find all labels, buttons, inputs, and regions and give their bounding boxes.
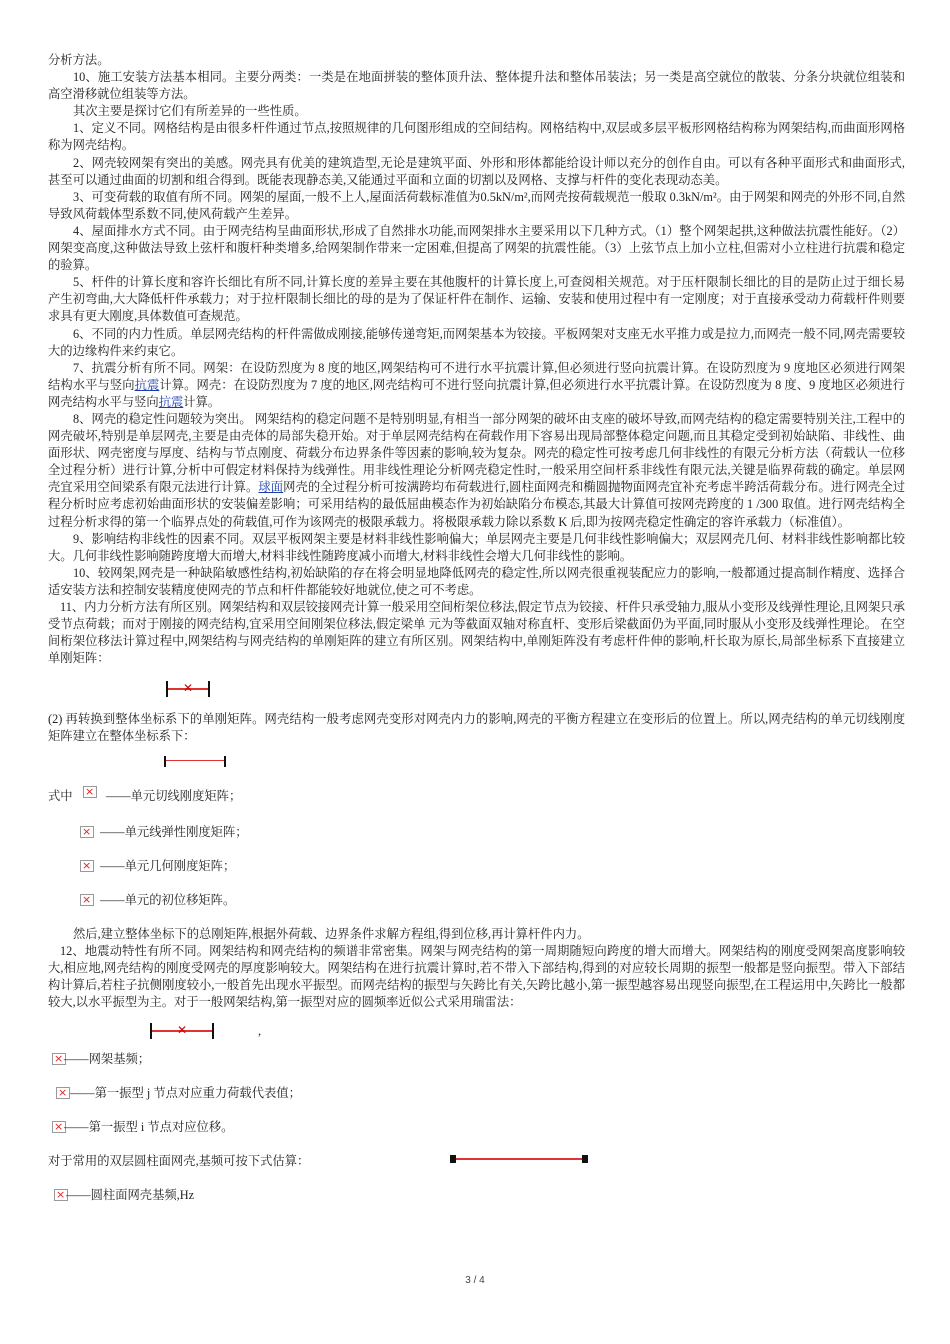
text: 7、抗震分析有所不同。网架：在设防烈度为 8 度的地区,网架结构可不进行水平抗震计算,但必须进行竖向抗震计算。在设防烈度为 9 度地区必须进行网架结构水平与竖向 [48,360,905,392]
paragraph: 10、较网架,网壳是一种缺陷敏感性结构,初始缺陷的存在将会明显地降低网壳的稳定性,所以网壳很重视装配应力的影响,一般都通过提高制作精度、选择合适安装方法和控制安装精度使网壳的节点和杆件都能较好地就位,使之可不考虑。 [48,565,905,597]
paragraph: (2) 再转换到整体坐标系下的单刚矩阵。网壳结构一般考虑网壳变形对网壳内力的影响,网壳的平衡方程建立在变形后的位置上。所以,网壳结构的单元切线刚度矩阵建立在整体坐标系下： [48,712,905,744]
definition-row [48,1085,905,1119]
paragraph: 其次主要是探讨它们有所差异的一些性质。 [73,104,307,119]
paragraph: 9、影响结构非线性的因素不同。双层平板网架主要是材料非线性影响偏大；单层网壳主要是几何非线性影响偏大；双层网壳几何、材料非线性影响都比较大。几何非线性影响随跨度增大而增大,材料非线性随跨度减小而增大,材料非线性会增大几何非线性的影响。 [48,531,905,563]
paragraph: 5、杆件的计算长度和容许长细比有所不同,计算长度的差异主要在其他腹杆的计算长度上,可查阅相关规范。对于压杆限制长细比的目的是防止过于细长易产生初弯曲,大大降低杆件承载力；对于拉杆限制长细比的母的是为了保证杆件在制作、运输、安装和使用过程中有一定刚度；对于直接承受动力荷载杆件则要求具有更大刚度,具体数值可查规范。 [48,275,905,324]
paragraph: 3、可变荷载的取值有所不同。网架的屋面,一般不上人,屋面活荷载标准值为0.5kN/m²,而网壳按荷载规范一般取 0.3kN/m²。由于网架和网壳的外形不同,自然导致风荷载体型系数不同,使风荷载产生差异。 [48,189,905,221]
paragraph: 2、网壳较网架有突出的美感。网壳具有优美的建筑造型,无论是建筑平面、外形和形体都能给设计师以充分的创作自由。可以有各种平面形式和曲面形式,甚至可以通过曲面的切割和组合得到。既能表现静态美,又能通过平面和立面的切割以及网格、支撑与杆件的变化表现动态美。 [48,155,905,187]
paragraph: 6、不同的内力性质。单层网壳结构的杆件需做成刚接,能够传递弯矩,而网架基本为铰接。平板网架对支座无水平推力或是拉力,而网壳一般不同,网壳需要较大的边缘构件来约束它。 [48,326,905,358]
paragraph-stability [48,411,905,531]
link-seismic-2[interactable]: 抗震 [158,394,184,409]
definition-text: ——单元线弹性刚度矩阵； [100,824,248,839]
formula-stiffness-local [48,667,905,715]
paragraph: 1、定义不同。网格结构是由很多杆件通过节点,按照规律的几何图形组成的空间结构。网格结构中,双层或多层平板形网格结构称为网架结构,而曲面形网格称为网壳结构。 [48,121,905,153]
definition-text: ——单元几何刚度矩阵； [100,858,236,873]
comma: , [258,1024,262,1039]
definition-row [48,824,905,858]
definition-row [48,1187,905,1221]
formula-image: ✕ [166,681,210,697]
text: 计算。网壳：在设防烈度为 7 度的地区,网壳结构可不进行竖向抗震计算,但必须进行水平抗震计算。在设防烈度为 8 度、9 度地区必须进行网壳结构水平与竖向 [48,377,905,409]
paragraph: 12、地震动特性有所不同。网架结构和网壳结构的频谱非常密集。网架与网壳结构的第一周期随短向跨度的增大而增大。网架结构的刚度受网架高度影响较大,相应地,网壳结构的刚度受网壳的厚度影响较大。网架结构在进行抗震计算时,若不带入下部结构,得到的对应较长周期的振型一般都是竖向振型。带入下部结构计算后,若柱子抗侧刚度较小,一般首先出现水平振型。而网壳结构的振型与矢跨比有关,矢跨比越小,第一振型越容易出现竖向振型,在工程运用中,矢跨比一般都较大,以水平振型为主。对于一般网架结构,第一振型对应的圆频率近似公式采用瑞雷法： [48,943,905,1009]
definition-text: ——第一振型 i 节点对应位移。 [64,1120,234,1135]
paragraph: 4、屋面排水方式不同。由于网壳结构呈曲面形状,形成了自然排水功能,而网架排水主要采用以下几种方式。（1）整个网架起拱,这种做法抗震性能好。（2）网架变高度,这种做法导致上弦杆和腹杆种类增多,给网架制作带来一定困难,但提高了网架的抗震性能。（3）上弦节点上加小立柱,但需对小立柱进行抗震和稳定的验算。 [48,223,905,273]
formula-symbol-icon [56,1087,70,1099]
paragraph-seismic [48,360,905,411]
definition-text: ——单元的初位移矩阵。 [100,892,236,907]
formula-rayleigh [48,1011,905,1051]
definition-row [48,1119,905,1153]
formula-stiffness-global [48,746,905,788]
paragraph: 对于常用的双层圆柱面网壳,基频可按下式估算： [48,1154,310,1169]
definition-row [48,1051,905,1085]
paragraph: 然后,建立整体坐标下的总刚矩阵,根据外荷载、边界条件求解方程组,得到位移,再计算杆件内力。 [73,926,590,941]
paragraph: 分析方法。 [48,53,110,67]
formula-symbol-icon [80,860,94,872]
text: 网壳的全过程分析可按满跨均布荷载进行,圆柱面网壳和椭圆抛物面网壳宜补充考虑半跨活荷载分布。进行网壳全过程分析时应考虑初始曲面形状的安装偏差影响；可采用结构的最低屈曲模态作为初始缺陷分布模态,其最大计算值可按网壳跨度的 1 /300 取值。进行网壳结构全过程分析求得的第一个临界点处的荷载值,可作为该网壳的极限承载力。将极限承载力除以系数 K 后,即为按网壳稳定性确定的容许承载力（标准值）。 [48,480,905,529]
definition-text: ——单元切线刚度矩阵； [106,788,242,803]
formula-symbol-icon [80,894,94,906]
formula-image [450,1155,588,1163]
definition-text: ——第一振型 j 节点对应重力荷载代表值； [70,1086,301,1101]
link-seismic-1[interactable]: 抗震 [134,377,160,392]
formula-symbol-icon [83,786,97,798]
text: 8、网壳的稳定性问题较为突出。 网架结构的稳定问题不是特别明显,有相当一部分网架的破坏由支座的破坏导致,而网壳结构的稳定需要特别关注,工程中的网壳破坏,特别是单层网壳,主要是由壳体的局部失稳开始。对于单层网壳结构在荷载作用下容易出现局部整体稳定问题,而且其稳定受到初始缺陷、非线性、曲面形状、网壳密度与厚度、结构与节点刚度、荷载分布边界条件等因素的影响,较为复杂。网壳的稳定性可按考虑几何非线性的有限元分析方法（荷载认一位移全过程分析）进行计算,分析中可假定材料保持为线弹性。用非线性理论分析网壳稳定性时,一般采用空间杆系非线性有限元法,关键是临界荷载的确定。单层网壳宜采用空间梁系有限元法进行计算。 [48,411,905,495]
basic-frequency-row [48,1153,905,1187]
definition-row [48,788,905,824]
definition-row [48,858,905,892]
definition-lead: 式中 [48,788,73,803]
page-number: 3 / 4 [465,1275,485,1286]
text: 计算。 [183,394,221,409]
definition-row [48,892,905,926]
document-body [48,52,905,1221]
paragraph: 10、施工安装方法基本相同。主要分两类：一类是在地面拼装的整体顶升法、整体提升法和整体吊装法；另一类是高空就位的散装、分条分块就位组装和高空滑移就位组装等方法。 [48,70,905,102]
formula-symbol-icon [80,826,94,838]
formula-image: ✕ [150,1023,214,1039]
link-sphere[interactable]: 球面 [258,480,284,495]
formula-image [164,756,226,767]
paragraph: 11、内力分析方法有所区别。网架结构和双层铰接网壳计算一般采用空间桁架位移法,假定节点为铰接、杆件只承受轴力,服从小变形及线弹性理论,且网架只承受节点荷载；而对于刚接的网壳结构,宜采用空间刚架位移法,假定梁单 元为等截面双轴对称直杆、变形后梁截面仍为平面,同时服从小变形及线弹性理论。 在空间桁架位移法计算过程中,网架结构与网壳结构的单刚矩阵的建立有所区别。网架结构中,单刚矩阵没有考虑杆件伸的影响,杆长取为原长,局部坐标系下直接建立单刚矩阵： [48,600,905,666]
definition-text: ——圆柱面网壳基频,Hz [66,1188,195,1203]
definition-text: ——网架基频； [64,1052,151,1067]
